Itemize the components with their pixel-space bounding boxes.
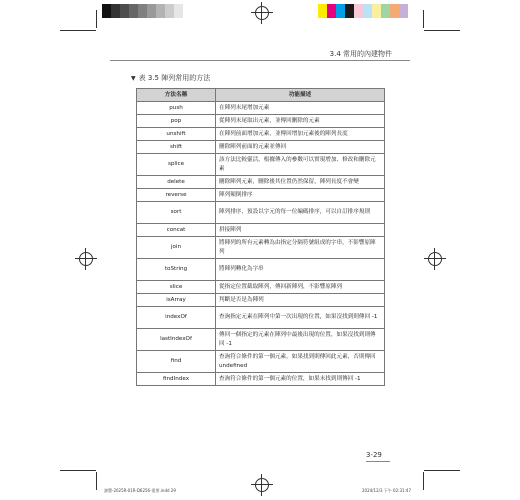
table-row <box>137 373 385 386</box>
color-bar <box>318 4 408 18</box>
color-swatch <box>129 4 138 18</box>
color-swatch <box>102 4 111 18</box>
registration-mark-right <box>424 248 446 270</box>
table-row <box>137 115 385 128</box>
registration-mark-bottom <box>251 474 273 496</box>
registration-mark-left <box>75 248 97 270</box>
color-swatch <box>165 4 174 18</box>
array-methods-table <box>136 88 385 386</box>
method-description-cell: 在陣列末尾增加元素 <box>216 102 385 115</box>
method-name-cell: unshift <box>137 128 216 141</box>
table-row <box>137 141 385 154</box>
method-name-cell: find <box>137 351 216 373</box>
method-description-cell: 該方法比較靈活，根據傳入的參數可以實現增加、修改和刪除元素 <box>216 154 385 176</box>
color-swatch <box>318 4 327 18</box>
method-description-cell: 從指定位置截取陣列，傳回新陣列，不影響原陣列 <box>216 281 385 294</box>
crop-mark <box>60 30 96 31</box>
method-description-cell: 查詢指定元素在陣列中第一次出現的位置，如果沒找到則傳回 -1 <box>216 307 385 329</box>
color-swatch <box>336 4 345 18</box>
table-header-row <box>137 89 385 102</box>
table-row <box>137 294 385 307</box>
color-swatch <box>372 4 381 18</box>
method-description-cell: 在陣列前面增加元素，並傳回增加元素後的陣列長度 <box>216 128 385 141</box>
color-swatch <box>354 4 363 18</box>
file-info: 課豐-2025R-01R-D6256-重要.indd 29 <box>104 488 176 493</box>
method-description-cell: 刪除陣列前面的元素並傳回 <box>216 141 385 154</box>
method-description-cell: 判斷是否是為陣列 <box>216 294 385 307</box>
method-description-cell: 查詢符合條件的第一個元素，如果找到則傳回此元素，否則傳回 undefined <box>216 351 385 373</box>
method-description-cell: 將陣列的所有元素轉為由指定分隔符號組成的字串，不影響原陣列 <box>216 237 385 259</box>
method-description-cell: 陣列顛倒排序 <box>216 189 385 202</box>
method-description-cell: 拼接陣列 <box>216 224 385 237</box>
method-name-cell: toString <box>137 259 216 281</box>
crop-mark <box>424 470 460 471</box>
method-name-cell: sort <box>137 202 216 224</box>
table-row <box>137 351 385 373</box>
color-swatch <box>174 4 183 18</box>
method-name-cell: pop <box>137 115 216 128</box>
method-description-cell: 刪除陣列元素，刪除後其位置仍然保留，陣列長度不會變 <box>216 176 385 189</box>
column-header-method: 方法名稱 <box>137 89 216 102</box>
method-description-cell: 將陣列轉化為字串 <box>216 259 385 281</box>
color-swatch <box>345 4 354 18</box>
page-number-rule <box>366 461 390 462</box>
color-swatch <box>381 4 390 18</box>
table-row <box>137 224 385 237</box>
method-name-cell: delete <box>137 176 216 189</box>
method-name-cell: reverse <box>137 189 216 202</box>
method-name-cell: isArray <box>137 294 216 307</box>
method-name-cell: push <box>137 102 216 115</box>
method-description-cell: 陣列排序，預設以字元的每一位編碼排序，可以自訂排序規則 <box>216 202 385 224</box>
caption-text: 表 3.5 陣列常用的方法 <box>138 74 211 82</box>
method-description-cell: 傳回一個指定的元素在陣列中最後出現的位置，如果沒找到則傳回 -1 <box>216 329 385 351</box>
color-swatch <box>138 4 147 18</box>
color-swatch <box>120 4 129 18</box>
method-name-cell: lastIndexOf <box>137 329 216 351</box>
method-name-cell: join <box>137 237 216 259</box>
grayscale-bar <box>102 4 183 18</box>
header-rule <box>110 60 410 61</box>
registration-mark-top <box>251 2 273 24</box>
table-row <box>137 237 385 259</box>
crop-mark <box>60 470 96 471</box>
table-row <box>137 307 385 329</box>
method-name-cell: slice <box>137 281 216 294</box>
print-timestamp: 2024/12/3 下午 02:31:47 <box>362 488 412 493</box>
table-row <box>137 102 385 115</box>
crop-mark <box>96 10 97 28</box>
method-name-cell: findIndex <box>137 373 216 386</box>
crop-mark <box>423 10 424 28</box>
color-swatch <box>363 4 372 18</box>
color-swatch <box>390 4 399 18</box>
method-name-cell: indexOf <box>137 307 216 329</box>
column-header-description: 功能描述 <box>216 89 385 102</box>
table-row <box>137 154 385 176</box>
color-swatch <box>156 4 165 18</box>
color-swatch <box>111 4 120 18</box>
table-row <box>137 202 385 224</box>
page-number: 3-29 <box>366 451 382 459</box>
table-row <box>137 128 385 141</box>
method-name-cell: splice <box>137 154 216 176</box>
method-name-cell: concat <box>137 224 216 237</box>
method-description-cell: 從陣列末尾取出元素，並傳回刪除的元素 <box>216 115 385 128</box>
method-name-cell: shift <box>137 141 216 154</box>
color-swatch <box>327 4 336 18</box>
method-description-cell: 查詢符合條件的第一個元素的位置，如果未找到則傳回 -1 <box>216 373 385 386</box>
table-row <box>137 259 385 281</box>
triangle-down-icon: ▼ <box>131 74 136 82</box>
table-row <box>137 329 385 351</box>
section-title: 3.4 常用的內建物件 <box>329 50 392 58</box>
table-row <box>137 281 385 294</box>
crop-mark <box>96 472 97 490</box>
table-row <box>137 189 385 202</box>
color-swatch <box>399 4 408 18</box>
table-caption <box>131 73 210 83</box>
table-row <box>137 176 385 189</box>
crop-mark <box>424 30 460 31</box>
color-swatch <box>147 4 156 18</box>
crop-mark <box>423 472 424 490</box>
